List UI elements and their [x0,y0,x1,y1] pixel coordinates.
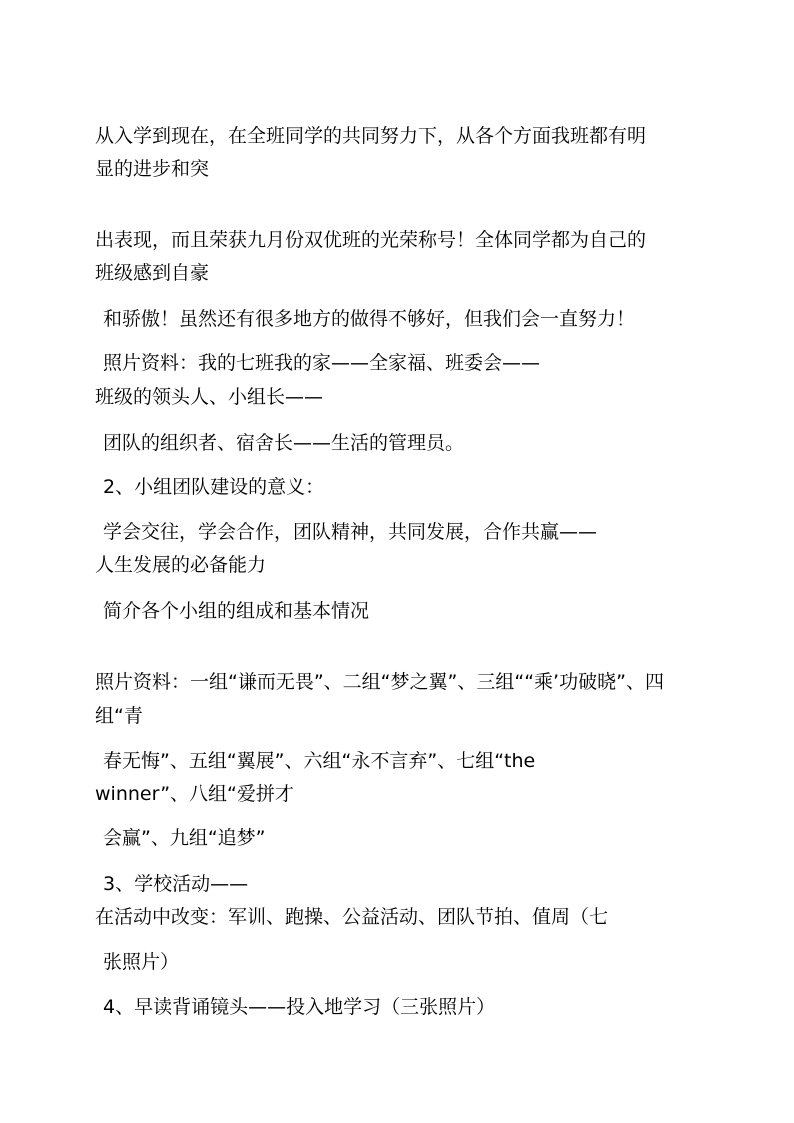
text-line: 学会交往，学会合作，团队精神，共同发展，合作共赢—— [103,521,598,543]
section-heading: 3、学校活动—— [103,873,249,895]
text-line: 从入学到现在，在全班同学的共同努力下，从各个方面我班都有明 [95,125,647,147]
text-line: 班级感到自豪 [95,262,210,284]
text-line: 简介各个小组的组成和基本情况 [103,600,370,622]
text-line: winner”、八组“爱拼才 [95,783,294,805]
text-line: 会赢”、九组“追梦” [103,827,266,849]
text-line: 张照片） [103,951,180,973]
text-line: 人生发展的必备能力 [95,554,267,576]
text-line: 团队的组织者、宿舍长——生活的管理员。 [103,432,465,454]
text-line: 班级的领头人、小组长—— [95,386,324,408]
text-line: 在活动中改变：军训、跑操、公益活动、团队节拍、值周（七 [95,906,609,928]
text-line: 照片资料：一组“谦而无畏”、二组“梦之翼”、三组““乘’功破晓”、四 [95,671,664,693]
text-line: 出表现，而且荣获九月份双优班的光荣称号！全体同学都为自己的 [95,229,647,251]
text-line: 和骄傲！虽然还有很多地方的做得不够好，但我们会一直努力！ [103,308,636,330]
text-line: 组“青 [95,705,143,727]
text-line: 春无悔”、五组“翼展”、六组“永不言弃”、七组“the [103,750,536,772]
section-heading: 2、小组团队建设的意义： [103,476,325,498]
text-line: 照片资料：我的七班我的家——全家福、班委会—— [103,352,541,374]
section-heading: 4、早读背诵镜头——投入地学习（三张照片） [103,996,496,1018]
text-line: 显的进步和突 [95,158,210,180]
